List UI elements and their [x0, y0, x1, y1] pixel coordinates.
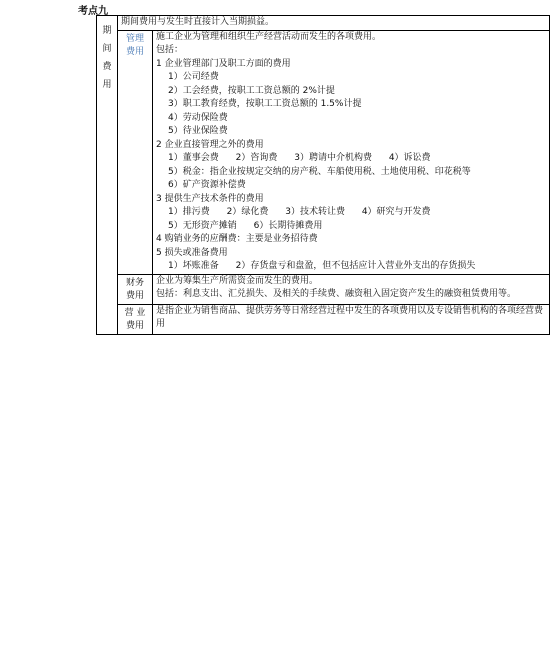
list-item: 4）诉讼费: [388, 153, 431, 163]
admin-group-5: 5 损失或准备费用: [156, 247, 228, 258]
sales-definition: 是指企业为销售商品、提供劳务等日常经营过程中发生的各项费用以及专设销售机构的各项经营费用: [156, 305, 544, 329]
finance-content-cell: [153, 274, 550, 304]
list-item: 2）存货盘亏和盘盈，但不包括应计入营业外支出的存货损失: [235, 261, 476, 271]
list-item: 2）绿化费: [226, 207, 269, 217]
list-item: 3）技术转让费: [285, 207, 345, 217]
category-char: 用: [102, 80, 112, 90]
list-item-row: [156, 220, 546, 234]
list-item: 2）工会经费，按职工工资总额的 2%计提: [168, 85, 335, 96]
table-row: [97, 304, 550, 334]
section-heading: 考点九: [78, 6, 108, 17]
list-item: 1）董事会费: [168, 153, 219, 163]
admin-label-line: 管理: [125, 33, 144, 44]
list-item: 1）坏账准备: [168, 261, 219, 271]
sales-label-line: 费用: [125, 321, 144, 331]
list-item-row: [156, 152, 546, 166]
category-char: 费: [102, 62, 112, 72]
period-expense-table: [96, 15, 550, 335]
admin-label-line: 费用: [125, 47, 144, 57]
sales-label-line: 营 业: [124, 307, 146, 318]
sales-label-cell: [118, 304, 153, 334]
admin-group-4: 4 购销业务的应酬费：主要是业务招待费: [156, 234, 318, 244]
admin-label-cell: [118, 30, 153, 274]
list-item-row: [156, 206, 546, 220]
list-item: 4）劳动保险费: [168, 112, 228, 123]
intro-cell: 期间费用与发生时直接计入当期损益。: [118, 16, 550, 31]
list-item-row: [156, 260, 546, 274]
table-row: [97, 274, 550, 304]
list-item: 6）矿产资源补偿费: [168, 180, 246, 190]
list-item: 6）长期待摊费用: [253, 220, 323, 231]
admin-group-3: 3 提供生产技术条件的费用: [156, 193, 264, 204]
list-item: 1）公司经费: [168, 72, 219, 82]
list-item: 5）无形资产摊销: [168, 220, 237, 231]
list-item: 5）待业保险费: [168, 126, 228, 136]
table-row: [97, 30, 550, 274]
sales-content-cell: [153, 304, 550, 334]
finance-label-cell: [118, 274, 153, 304]
list-item: 1）排污费: [168, 207, 210, 217]
list-item: 3）聘请中介机构费: [294, 153, 372, 163]
finance-detail: 包括：利息支出、汇兑损失、及相关的手续费、融资租入固定资产发生的融资租赁费用等。: [156, 289, 517, 299]
category-cell: [97, 16, 118, 335]
finance-label-line: 费用: [125, 291, 144, 301]
category-char: 间: [102, 44, 112, 54]
list-item: 5）税金：指企业按规定交纳的房产税、车船使用税、土地使用税、印花税等: [168, 166, 471, 177]
admin-group-2: 2 企业直接管理之外的费用: [156, 139, 264, 150]
admin-content-cell: [153, 30, 550, 274]
admin-include: 包括：: [156, 45, 184, 55]
category-char: 期: [102, 26, 112, 36]
list-item: 4）研究与开发费: [361, 207, 431, 217]
finance-definition: 企业为筹集生产所需资金而发生的费用。: [156, 275, 319, 286]
list-item: 3）职工教育经费，按职工工资总额的 1.5%计提: [168, 99, 362, 109]
finance-label-line: 财务: [125, 277, 144, 288]
list-item: 2）咨询费: [235, 153, 278, 163]
table-row: [97, 16, 550, 31]
admin-group-1: 1 企业管理部门及职工方面的费用: [156, 58, 291, 69]
admin-definition: 施工企业为管理和组织生产经营活动而发生的各项费用。: [156, 31, 382, 42]
